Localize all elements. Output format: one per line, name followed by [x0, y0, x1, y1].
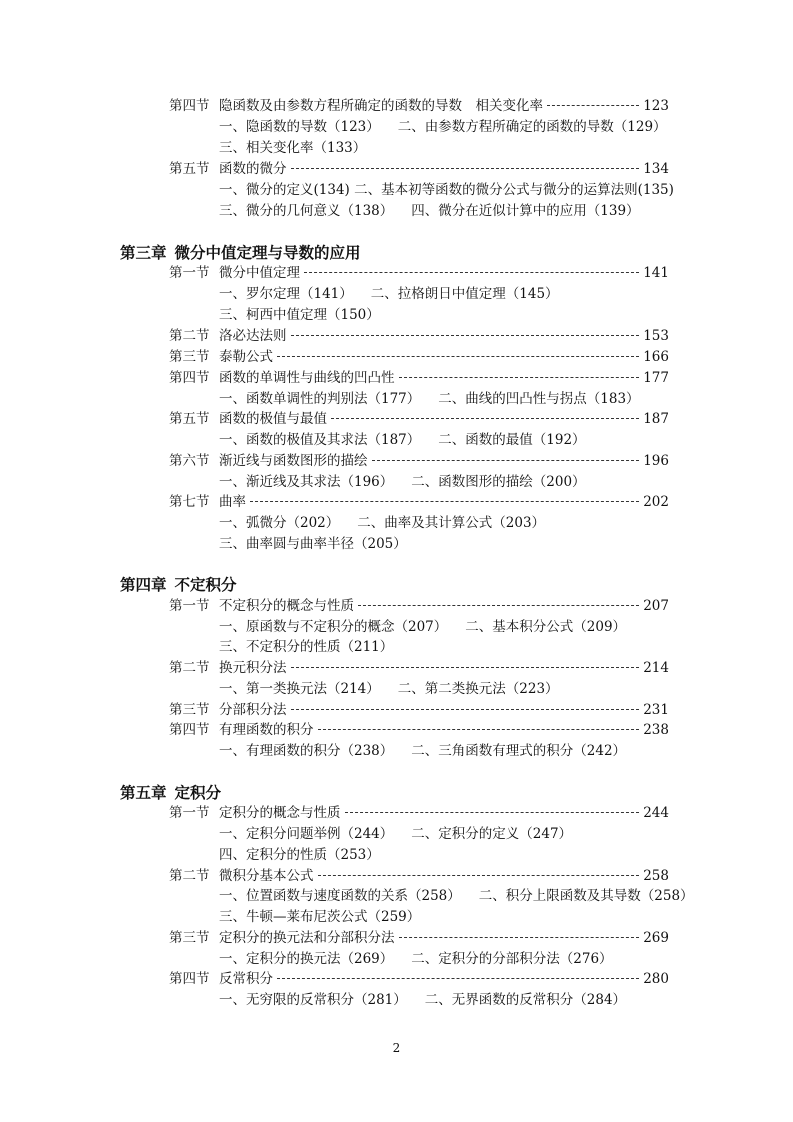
toc-subsection-row: [219, 118, 667, 136]
dot-leader: [304, 272, 639, 273]
subsection-entry: 二、函数的最值（192）: [438, 432, 586, 448]
chapter-heading[interactable]: [120, 575, 237, 595]
subsection-entry: 二、三角函数有理式的积分（242）: [411, 743, 627, 759]
toc-section-row[interactable]: [169, 701, 669, 719]
section-page: 207: [643, 598, 669, 614]
section-title: 渐近线与函数图形的描绘: [219, 453, 368, 469]
dot-leader: [318, 875, 640, 876]
subsection-entry: 一、函数的极值及其求法（187）: [219, 432, 421, 448]
toc-subsection-row: [219, 306, 380, 324]
dot-leader: [547, 105, 639, 106]
section-page: 280: [643, 971, 669, 987]
section-number: 第一节: [169, 265, 210, 281]
toc-section-row[interactable]: [169, 970, 669, 988]
subsection-entry: 一、位置函数与速度函数的关系（258）: [219, 888, 461, 904]
toc-section-row[interactable]: [169, 493, 669, 511]
toc-section-row[interactable]: [169, 348, 669, 366]
toc-subsection-row: [219, 908, 420, 926]
toc-subsection-row: [219, 680, 559, 698]
toc-subsection-row: [219, 535, 407, 553]
dot-leader: [291, 168, 640, 169]
subsection-entry: 一、渐近线及其求法（196）: [219, 474, 394, 490]
section-number: 第五节: [169, 411, 210, 427]
section-number: 第四节: [169, 370, 210, 386]
subsection-entry: 一、隐函数的导数（123）: [219, 119, 380, 135]
toc-section-row[interactable]: [169, 804, 669, 822]
section-page: 202: [643, 494, 669, 510]
toc-section-row[interactable]: [169, 721, 669, 739]
dot-leader: [318, 729, 640, 730]
dot-leader: [250, 501, 639, 502]
dot-leader: [399, 377, 640, 378]
chapter-title: 定积分: [174, 784, 222, 802]
toc-subsection-row: [219, 202, 640, 220]
toc-section-row[interactable]: [169, 160, 669, 178]
subsection-entry: 一、定积分的换元法（269）: [219, 951, 394, 967]
subsection-entry: 二、定积分的定义（247）: [411, 826, 573, 842]
section-number: 第三节: [169, 930, 210, 946]
section-number: 第四节: [169, 722, 210, 738]
subsection-entry: 一、弧微分（202）: [219, 515, 340, 531]
chapter-number: 第五章: [120, 784, 167, 802]
toc-section-row[interactable]: [169, 369, 669, 387]
section-page: 269: [643, 930, 669, 946]
section-number: 第四节: [169, 971, 210, 987]
dot-leader: [291, 667, 640, 668]
toc-subsection-row: [219, 825, 572, 843]
toc-subsection-row: [219, 514, 545, 532]
chapter-heading[interactable]: [120, 243, 361, 263]
section-page: 258: [643, 868, 669, 884]
toc-section-row[interactable]: [169, 452, 669, 470]
subsection-entry: 三、不定积分的性质（211）: [219, 639, 394, 655]
section-title: 换元积分法: [219, 660, 287, 676]
toc-section-row[interactable]: [169, 97, 669, 115]
toc-subsection-row: [219, 390, 640, 408]
section-title: 函数的微分: [219, 161, 287, 177]
chapter-title: 不定积分: [174, 576, 237, 594]
section-page: 123: [643, 98, 669, 114]
subsection-entry: 一、罗尔定理（141）: [219, 286, 353, 302]
subsection-entry: 二、拉格朗日中值定理（145）: [370, 286, 559, 302]
section-number: 第七节: [169, 494, 210, 510]
subsection-entry: 三、微分的几何意义（138）: [219, 203, 394, 219]
subsection-entry: 四、微分在近似计算中的应用（139）: [411, 203, 640, 219]
dot-leader: [358, 605, 639, 606]
chapter-number: 第三章: [120, 244, 167, 262]
chapter-number: 第四章: [120, 576, 167, 594]
section-title: 函数的极值与最值: [219, 411, 327, 427]
section-page: 244: [643, 805, 669, 821]
toc-subsection-row: [219, 285, 559, 303]
section-number: 第一节: [169, 598, 210, 614]
dot-leader: [399, 937, 640, 938]
section-page: 214: [643, 660, 669, 676]
toc-subsection-row: [219, 618, 626, 636]
subsection-entry: 三、牛顿—莱布尼茨公式（259）: [219, 909, 421, 925]
toc-subsection-row: [219, 991, 626, 1009]
section-title: 微积分基本公式: [219, 868, 314, 884]
section-page: 231: [643, 702, 669, 718]
section-page: 166: [643, 349, 669, 365]
section-page: 196: [643, 453, 669, 469]
chapter-heading[interactable]: [120, 783, 221, 803]
subsection-entry: 二、基本积分公式（209）: [465, 619, 627, 635]
subsection-entry: 二、函数图形的描绘（200）: [411, 474, 586, 490]
section-title: 分部积分法: [219, 702, 287, 718]
subsection-entry: 一、有理函数的积分（238）: [219, 743, 394, 759]
chapter-title: 微分中值定理与导数的应用: [174, 244, 361, 262]
section-page: 153: [643, 328, 669, 344]
section-number: 第二节: [169, 660, 210, 676]
section-title: 反常积分: [219, 971, 273, 987]
section-number: 第六节: [169, 453, 210, 469]
subsection-entry: 二、无界函数的反常积分（284）: [424, 992, 627, 1008]
subsection-entry: 二、第二类换元法（223）: [397, 681, 559, 697]
toc-subsection-row: [219, 431, 586, 449]
section-title: 不定积分的概念与性质: [219, 598, 354, 614]
toc-section-row[interactable]: [169, 659, 669, 677]
section-title: 曲率: [219, 494, 246, 510]
section-title: 函数的单调性与曲线的凹凸性: [219, 370, 395, 386]
toc-subsection-row: [219, 139, 366, 157]
section-title: 有理函数的积分: [219, 722, 314, 738]
section-title: 定积分的换元法和分部积分法: [219, 930, 395, 946]
section-number: 第五节: [169, 161, 210, 177]
page-number: 2: [392, 1041, 401, 1055]
section-number: 第三节: [169, 702, 210, 718]
section-number: 第二节: [169, 868, 210, 884]
subsection-entry: 一、微分的定义(134) 二、基本初等函数的微分公式与微分的运算法则(135): [219, 182, 674, 198]
section-title: 泰勒公式: [219, 349, 273, 365]
subsection-entry: 一、第一类换元法（214）: [219, 681, 380, 697]
subsection-entry: 三、柯西中值定理（150）: [219, 307, 380, 323]
section-page: 134: [643, 161, 669, 177]
section-title: 洛必达法则: [219, 328, 287, 344]
section-page: 187: [643, 411, 669, 427]
subsection-entry: 一、函数单调性的判别法（177）: [219, 391, 421, 407]
section-number: 第一节: [169, 805, 210, 821]
subsection-entry: 二、曲率及其计算公式（203）: [357, 515, 546, 531]
dot-leader: [345, 812, 640, 813]
toc-subsection-row: [219, 887, 694, 905]
toc-section-row[interactable]: [169, 264, 669, 282]
subsection-entry: 三、相关变化率（133）: [219, 140, 367, 156]
section-number: 第二节: [169, 328, 210, 344]
section-number: 第四节: [169, 98, 210, 114]
subsection-entry: 二、定积分的分部积分法（276）: [411, 951, 613, 967]
dot-leader: [291, 335, 640, 336]
section-title: 微分中值定理: [219, 265, 300, 281]
subsection-entry: 一、原函数与不定积分的概念（207）: [219, 619, 448, 635]
dot-leader: [372, 460, 640, 461]
toc-section-row[interactable]: [169, 929, 669, 947]
dot-leader: [277, 978, 639, 979]
section-page: 141: [643, 265, 669, 281]
dot-leader: [291, 709, 640, 710]
toc-subsection-row: [219, 950, 613, 968]
subsection-entry: 一、定积分问题举例（244）: [219, 826, 394, 842]
dot-leader: [331, 418, 639, 419]
subsection-entry: 三、曲率圆与曲率半径（205）: [219, 536, 407, 552]
section-page: 177: [643, 370, 669, 386]
toc-subsection-row: [219, 846, 380, 864]
dot-leader: [277, 356, 639, 357]
toc-subsection-row: [219, 742, 626, 760]
toc-subsection-row: [219, 473, 586, 491]
toc-section-row[interactable]: [169, 597, 669, 615]
subsection-entry: 二、由参数方程所确定的函数的导数（129）: [397, 119, 667, 135]
toc-section-row[interactable]: [169, 410, 669, 428]
section-number: 第三节: [169, 349, 210, 365]
section-title: 隐函数及由参数方程所确定的函数的导数 相关变化率: [219, 98, 543, 114]
section-page: 238: [643, 722, 669, 738]
toc-section-row[interactable]: [169, 867, 669, 885]
subsection-entry: 四、定积分的性质（253）: [219, 847, 380, 863]
toc-subsection-row: [219, 181, 674, 199]
subsection-entry: 二、曲线的凹凸性与拐点（183）: [438, 391, 640, 407]
toc-subsection-row: [219, 638, 393, 656]
section-title: 定积分的概念与性质: [219, 805, 341, 821]
toc-section-row[interactable]: [169, 327, 669, 345]
subsection-entry: 一、无穷限的反常积分（281）: [219, 992, 407, 1008]
subsection-entry: 二、积分上限函数及其导数（258）: [478, 888, 694, 904]
